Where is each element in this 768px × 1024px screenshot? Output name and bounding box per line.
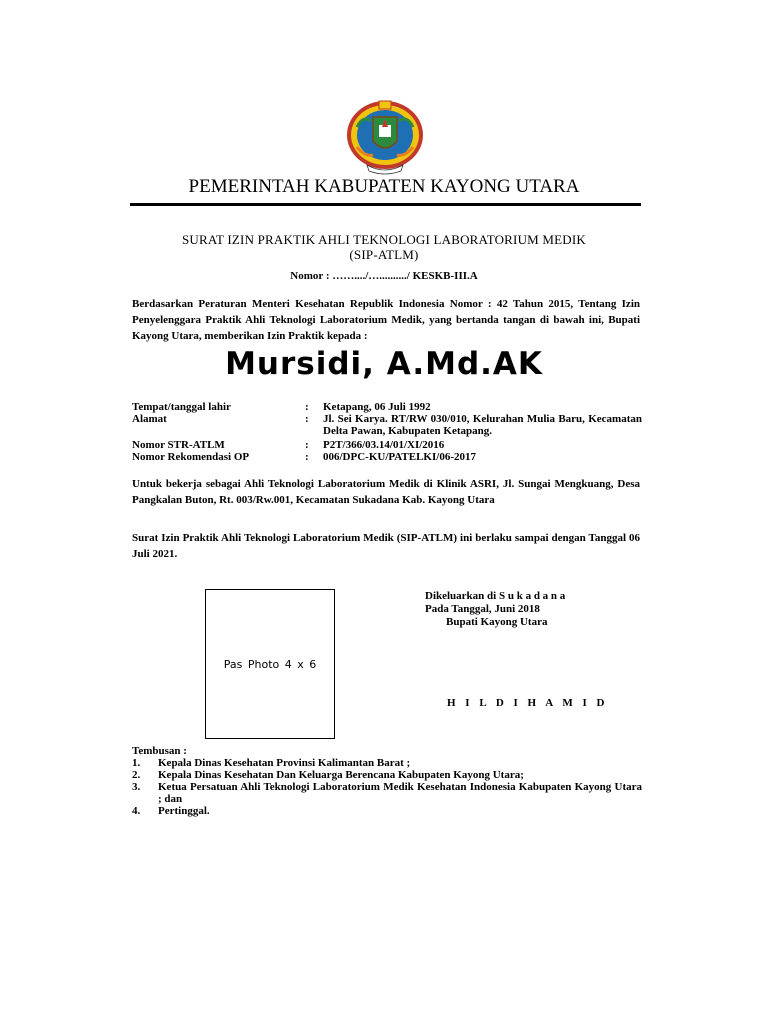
photo-placeholder (205, 589, 335, 739)
list-item-number: 2. (132, 769, 141, 781)
permit-holder-name: Mursidi, A.Md.AK (225, 346, 543, 382)
list-item (132, 769, 642, 781)
list-item (132, 757, 642, 769)
carbon-copy-list (132, 745, 642, 817)
list-item-text: Kepala Dinas Kesehatan Provinsi Kalimantan Barat ; (158, 757, 411, 769)
detail-separator: : (305, 439, 309, 451)
detail-value: Ketapang, 06 Juli 1992 (323, 401, 431, 413)
photo-placeholder-label: Pas Photo 4 x 6 (223, 657, 317, 671)
list-item-number: 3. (132, 781, 141, 793)
detail-label: Alamat (132, 413, 167, 425)
signatory-name: H I L D I H A M I D (447, 697, 608, 709)
detail-label: Nomor Rekomendasi OP (132, 451, 250, 463)
list-item (132, 781, 642, 805)
detail-label: Nomor STR-ATLM (132, 439, 225, 451)
list-item-number: 4. (132, 805, 141, 817)
detail-label: Tempat/tanggal lahir (132, 401, 231, 413)
detail-value: P2T/366/03.14/01/XI/2016 (323, 439, 445, 451)
issued-place: Dikeluarkan di S u k a d a n a (425, 590, 566, 602)
detail-row-recommendation (132, 451, 642, 463)
document-title-line-2: (SIP-ATLM) (349, 247, 419, 262)
detail-separator: : (305, 451, 309, 463)
government-header-title: PEMERINTAH KABUPATEN KAYONG UTARA (188, 176, 580, 197)
list-item-text: Kepala Dinas Kesehatan Dan Keluarga Berencana Kabupaten Kayong Utara; (158, 769, 524, 781)
detail-separator: : (305, 413, 309, 425)
detail-row-birth (132, 401, 642, 413)
document-title (0, 232, 768, 262)
detail-separator: : (305, 401, 309, 413)
cc-heading: Tembusan : (132, 745, 187, 757)
detail-value: 006/DPC-KU/PATELKI/06-2017 (323, 451, 476, 463)
header-divider (130, 203, 641, 206)
list-item-number: 1. (132, 757, 141, 769)
detail-row-str (132, 439, 642, 451)
holder-details (132, 401, 642, 463)
issuer-title: Bupati Kayong Utara (446, 616, 548, 628)
detail-value: Jl. Sei Karya. RT/RW 030/010, Kelurahan Mulia Baru, Kecamatan Delta Pawan, Kabupaten Ketapang. (323, 413, 642, 437)
list-item-text: Pertinggal. (158, 805, 210, 817)
validity-statement: Surat Izin Praktik Ahli Teknologi Laboratorium Medik (SIP-ATLM) ini berlaku sampai dengan Tanggal 06 Juli 2021. (132, 532, 640, 560)
issued-date: Pada Tanggal, Juni 2018 (425, 603, 540, 615)
document-number: Nomor : ……..../…........../ KESKB-III.A (290, 270, 478, 282)
work-statement: Untuk bekerja sebagai Ahli Teknologi Laboratorium Medik di Klinik ASRI, Jl. Sungai Mengkuang, Desa Pangkalan Buton, Rt. 003/Rw.001, Kecamatan Sukadana Kab. Kayong Utara (132, 478, 640, 506)
kabupaten-emblem-icon (343, 97, 427, 177)
document-title-line-1: SURAT IZIN PRAKTIK AHLI TEKNOLOGI LABORATORIUM MEDIK (181, 232, 586, 247)
detail-row-address (132, 413, 642, 437)
intro-paragraph: Berdasarkan Peraturan Menteri Kesehatan Republik Indonesia Nomor : 42 Tahun 2015, Tentang Izin Penyelenggara Praktik Ahli Teknologi Laboratorium Medik, yang bertanda tangan di bawah ini, Bupati Kayong Utara, memberikan Izin Praktik kepada : (132, 298, 640, 342)
list-item-text: Ketua Persatuan Ahli Teknologi Laboratorium Medik Kesehatan Indonesia Kabupaten Kayong Utara ; dan (158, 781, 642, 805)
list-item (132, 805, 642, 817)
